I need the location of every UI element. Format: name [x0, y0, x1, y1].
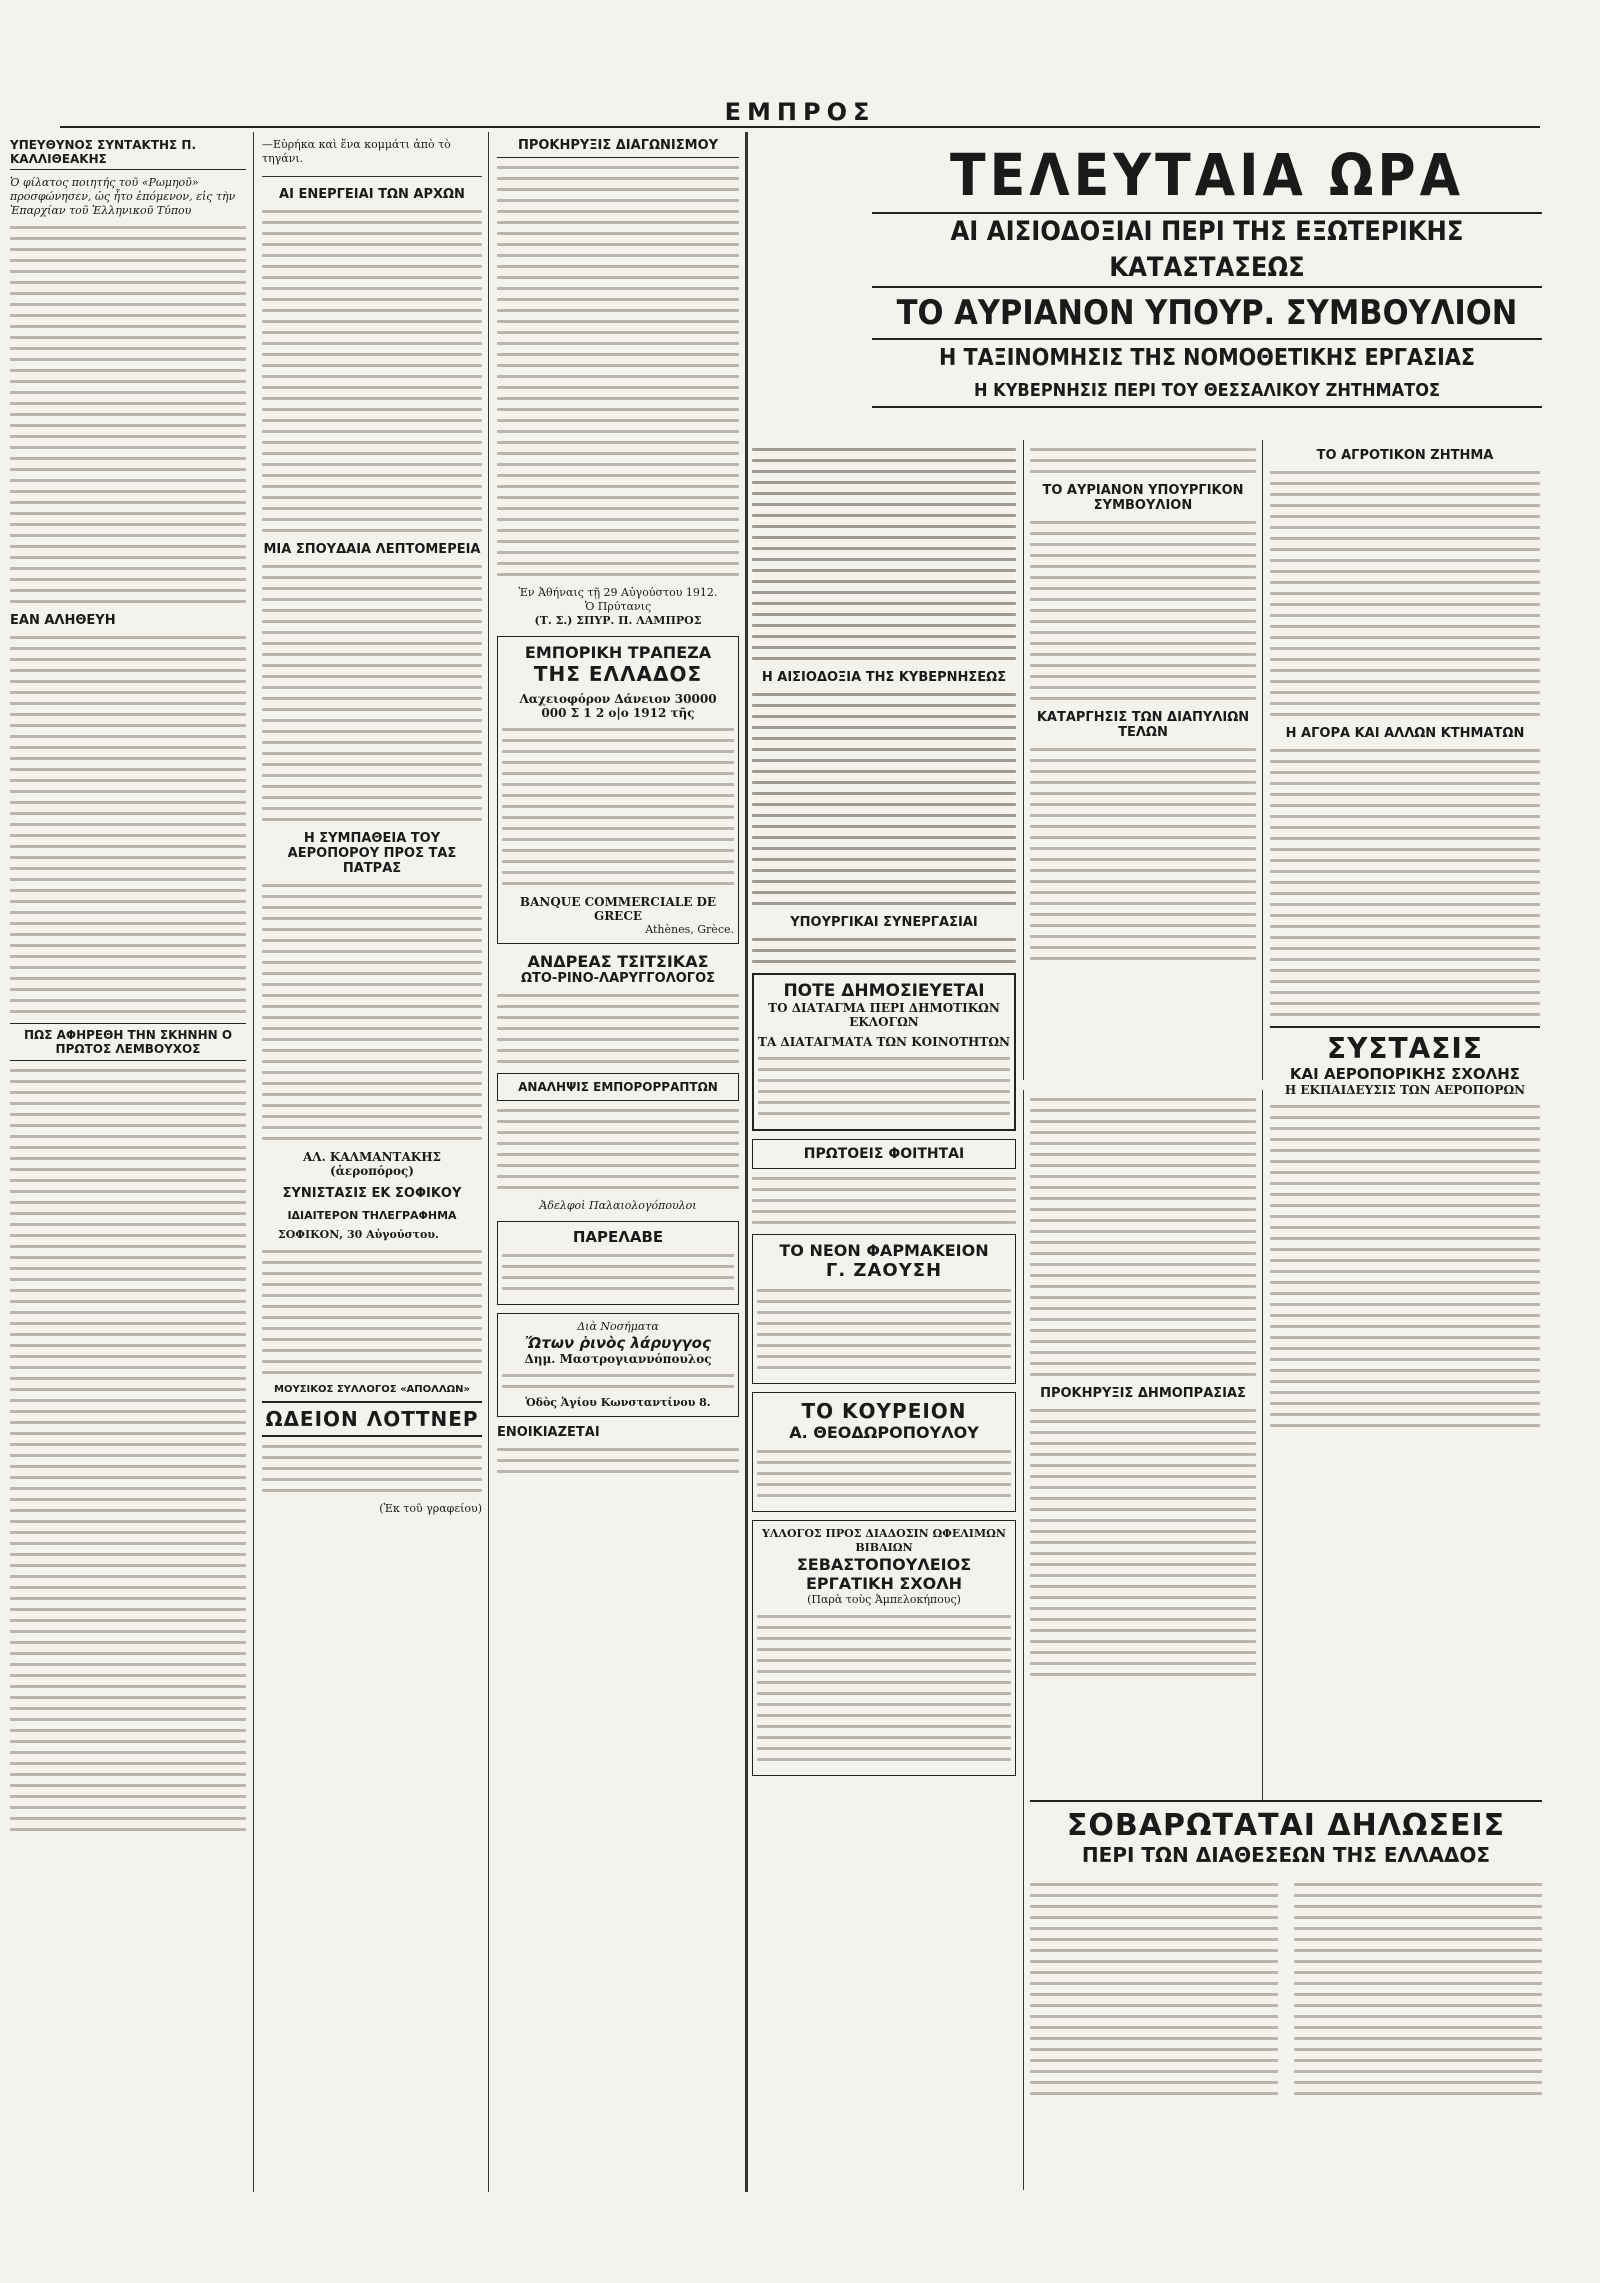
ad-line: Ὤτων ῥινὸς λάρυγγος: [525, 1334, 711, 1352]
box-title: ΠΟΤΕ ΔΗΜΟΣΙΕΥΕΤΑΙ: [783, 981, 985, 1001]
advertisement-title: ΠΡΩΤΟΕΙΣ ΦΟΙΤΗΤΑΙ: [752, 1139, 1016, 1169]
article-text: [497, 1448, 739, 1473]
column-3: [497, 138, 739, 2198]
article-heading: ΑΙ ΕΝΕΡΓΕΙΑΙ ΤΩΝ ΑΡΧΩΝ: [279, 187, 465, 202]
article-text: [10, 636, 246, 1013]
ad-line: Ὁδὸς Ἁγίου Κωνσταντίνου 8.: [525, 1396, 711, 1409]
bank-title-2: ΤΗΣ ΕΛΛΑΔΟΣ: [533, 662, 703, 686]
article-text: [1270, 471, 1540, 716]
ad-line: Διὰ Νοσήματα: [577, 1320, 659, 1333]
emphasis-heading: ΕΑΝ ΑΛΗΘΕΥΗ: [10, 613, 116, 628]
column-rule: [253, 132, 254, 2192]
article-heading: ΣΟΒΑΡΩΤΑΤΑΙ ΔΗΛΩΣΕΙΣ: [1030, 1800, 1542, 1843]
sign-place: Ἐν Ἀθήναις τῇ 29 Αὐγούστου 1912.: [518, 586, 718, 599]
article-subheading: ΙΔΙΑΙΤΕΡΟΝ ΤΗΛΕΓΡΑΦΗΜΑ: [287, 1209, 457, 1222]
article-text: [262, 565, 482, 821]
article-text: [262, 884, 482, 1140]
article-heading: ΥΠΟΥΡΓΙΚΑΙ ΣΥΝΕΡΓΑΣΙΑΙ: [790, 915, 978, 930]
article-heading: ΠΡΟΚΗΡΥΞΙΣ ΔΗΜΟΠΡΑΣΙΑΣ: [1040, 1386, 1246, 1401]
article-text: [752, 938, 1016, 963]
article-text: [502, 728, 734, 885]
article-text: [752, 693, 1016, 905]
article-text: [262, 1250, 482, 1374]
masthead: ΕΜΠΡΟΣ: [60, 98, 1540, 128]
column-rule: [1023, 1090, 1024, 2190]
sign-name: (Τ. Σ.) ΣΠΥΡ. Π. ΛΑΜΠΡΟΣ: [534, 614, 702, 627]
article-text: [1030, 1875, 1542, 2103]
column-rule: [1262, 440, 1263, 1080]
column-rule: [745, 132, 748, 2192]
bank-loan-2: 000 Σ 1 2 ο|ο 1912 τῆς: [541, 706, 695, 720]
bank-advertisement: [497, 636, 739, 944]
lead-headline: [872, 142, 1542, 408]
article-text: [1270, 749, 1540, 1016]
article-text: [10, 226, 246, 603]
advertisement-title: ΩΔΕΙΟΝ ΛΟΤΤΝΕΡ: [262, 1401, 482, 1437]
column-rule: [488, 132, 489, 2192]
doctor-name: ΑΝΔΡΕΑΣ ΤΣΙΤΣΙΚΑΣ: [527, 952, 709, 971]
signature: Ἀδελφοὶ Παλαιολογόπουλοι: [539, 1199, 697, 1212]
municipal-elections-box: [752, 973, 1016, 1131]
headline-sub-3: Η ΤΑΞΙΝΟΜΗΣΙΣ ΤΗΣ ΝΟΜΟΘΕΤΙΚΗΣ ΕΡΓΑΣΙΑΣ: [872, 338, 1542, 376]
ad-subtitle: Γ. ΖΑΟΥΣΗ: [825, 1260, 943, 1281]
article-text: [10, 1069, 246, 1831]
article-text: [1030, 448, 1256, 473]
advertisement-title: ΠΑΡΕΛΑΒΕ: [572, 1228, 664, 1246]
ad-line: ΥΛΛΟΓΟΣ ΠΡΟΣ ΔΙΑΔΟΣΙΝ ΩΦΕΛΙΜΩΝ ΒΙΒΛΙΩΝ: [762, 1527, 1006, 1554]
article-text: [497, 166, 739, 576]
article-text: [497, 1109, 739, 1189]
bottom-article: [1030, 1800, 1542, 2180]
ad-title: ΤΟ ΚΟΥΡΕΙΟΝ: [801, 1399, 967, 1423]
bank-title: ΕΜΠΟΡΙΚΗ ΤΡΑΠΕΖΑ: [524, 643, 712, 662]
snippet-text: —Εὐρήκα καὶ ἕνα κομμάτι ἀπὸ τὸ τηγάνι.: [262, 138, 451, 165]
source-note: (Ἐκ τοῦ γραφείου): [379, 1502, 482, 1515]
ad-line: (Παρὰ τοὺς Ἀμπελοκήπους): [807, 1593, 961, 1606]
advertisement: [497, 1221, 739, 1305]
ad-title: ΤΟ ΝΕΟΝ ΦΑΡΜΑΚΕΙΟΝ: [779, 1241, 989, 1260]
article-heading: ΤΟ ΑΓΡΟΤΙΚΟΝ ΖΗΤΗΜΑ: [1316, 448, 1494, 463]
divider: [262, 176, 482, 177]
box-subtitle-2: ΤΑ ΔΙΑΤΑΓΜΑΤΑ ΤΩΝ ΚΟΙΝΟΤΗΤΩΝ: [758, 1035, 1010, 1049]
article-text: [497, 994, 739, 1063]
ad-subtitle: Α. ΘΕΟΔΩΡΟΠΟΥΛΟΥ: [789, 1423, 979, 1442]
dateline: ΣΟΦΙΚΟΝ, 30 Αὐγούστου.: [278, 1228, 439, 1241]
article-text: [1030, 1098, 1256, 1376]
article-heading: ΜΙΑ ΣΠΟΥΔΑΙΑ ΛΕΠΤΟΜΕΡΕΙΑ: [263, 542, 481, 557]
article-heading: Η ΑΓΟΡΑ ΚΑΙ ΑΛΛΩΝ ΚΤΗΜΑΤΩΝ: [1285, 726, 1525, 741]
article-text: [262, 210, 482, 532]
article-text: [1270, 1105, 1540, 1427]
headline-main: ΤΕΛΕΥΤΑΙΑ ΩΡΑ: [950, 141, 1464, 209]
article-text: [1030, 1409, 1256, 1676]
lead-paragraph: Ὁ φίλατος ποιητής τοῦ «Ρωμηοῦ» προσφώνησεν, ὡς ἦτο ἐπόμενον, εἰς τὴν Ἐπαρχίαν τοῦ Ἑλληνικοῦ Τύπου: [10, 176, 236, 217]
signature: ΑΛ. ΚΑΛΜΑΝΤΑΚΗΣ (ἀεροπόρος): [302, 1150, 442, 1178]
barber-advertisement: [752, 1392, 1016, 1512]
article-subheading: ΠΕΡΙ ΤΩΝ ΔΙΑΘΕΣΕΩΝ ΤΗΣ ΕΛΛΑΔΟΣ: [1081, 1843, 1491, 1867]
school-advertisement: [752, 1520, 1016, 1776]
article-heading: ΠΡΟΚΗΡΥΞΙΣ ΔΙΑΓΩΝΙΣΜΟΥ: [497, 138, 739, 158]
column-5: [1030, 440, 1256, 1080]
ad-title: ΣΕΒΑΣΤΟΠΟΥΛΕΙΟΣ: [796, 1555, 972, 1574]
article-text: [752, 448, 1016, 660]
article-heading: ΤΟ ΑΥΡΙΑΝΟΝ ΥΠΟΥΡΓΙΚΟΝ ΣΥΜΒΟΥΛΙΟΝ: [1042, 483, 1244, 513]
headline-sub-4: Η ΚΥΒΕΡΝΗΣΙΣ ΠΕΡΙ ΤΟΥ ΘΕΣΣΑΛΙΚΟΥ ΖΗΤΗΜΑΤΟΣ: [872, 376, 1542, 408]
advertisement-title: ΑΝΑΛΗΨΙΣ ΕΜΠΟΡΟΡΡΑΠΤΩΝ: [497, 1073, 739, 1101]
headline-sub-1: ΑΙ ΑΙΣΙΟΔΟΞΙΑΙ ΠΕΡΙ ΤΗΣ ΕΞΩΤΕΡΙΚΗΣ ΚΑΤΑΣΤΑΣΕΩΣ: [872, 212, 1542, 288]
sign-role: Ὁ Πρύτανις: [584, 600, 652, 613]
box-subtitle: ΤΟ ΔΙΑΤΑΓΜΑ ΠΕΡΙ ΔΗΜΟΤΙΚΩΝ ΕΚΛΟΓΩΝ: [768, 1001, 1000, 1029]
column-2: [262, 138, 482, 2198]
ad-line: Δημ. Μαστρογιαννόπουλος: [524, 1352, 712, 1366]
article-heading: ΣΥΣΤΑΣΙΣ: [1270, 1026, 1540, 1065]
article-text: [1030, 748, 1256, 960]
article-subheading: ΚΑΙ ΑΕΡΟΠΟΡΙΚΗΣ ΣΧΟΛΗΣ: [1289, 1065, 1521, 1083]
doctor-advertisement: [497, 1313, 739, 1417]
column-6: [1270, 440, 1540, 1440]
advertisement-title: ΕΝΟΙΚΙΑΖΕΤΑΙ: [497, 1425, 600, 1440]
column-4: [752, 440, 1016, 2180]
headline-sub-2: ΤΟ ΑΥΡΙΑΝΟΝ ΥΠΟΥΡ. ΣΥΜΒΟΥΛΙΟΝ: [896, 293, 1518, 333]
article-text: [1030, 521, 1256, 700]
bank-loan: Λαχειοφόρον Δάνειον 30000: [519, 692, 717, 706]
section-heading: ΠΩΣ ΑΦΗΡΕΘΗ ΤΗΝ ΣΚΗΝΗΝ Ο ΠΡΩΤΟΣ ΛΕΜΒΟΥΧΟΣ: [10, 1023, 246, 1061]
byline: ΥΠΕΥΘΥΝΟΣ ΣΥΝΤΑΚΤΗΣ Π. ΚΑΛΛΙΘΕΑΚΗΣ: [10, 138, 246, 170]
column-1: [10, 138, 246, 2198]
bank-name-fr: BANQUE COMMERCIALE DE GRECE: [519, 895, 717, 923]
doctor-specialty: ΩΤΟ-ΡΙΝΟ-ΛΑΡΥΓΓΟΛΟΓΟΣ: [520, 971, 716, 986]
article-heading: Η ΑΙΣΙΟΔΟΞΙΑ ΤΗΣ ΚΥΒΕΡΝΗΣΕΩΣ: [761, 670, 1007, 685]
article-heading: Η ΣΥΜΠΑΘΕΙΑ ΤΟΥ ΑΕΡΟΠΟΡΟΥ ΠΡΟΣ ΤΑΣ ΠΑΤΡΑΣ: [287, 831, 457, 876]
column-rule: [1023, 440, 1024, 1080]
article-heading: ΜΟΥΣΙΚΟΣ ΣΥΛΛΟΓΟΣ «ΑΠΟΛΛΩΝ»: [274, 1384, 470, 1395]
article-heading: ΚΑΤΑΡΓΗΣΙΣ ΤΩΝ ΔΙΑΠΥΛΙΩΝ ΤΕΛΩΝ: [1036, 710, 1250, 740]
article-subheading: Η ΕΚΠΑΙΔΕΥΣΙΣ ΤΩΝ ΑΕΡΟΠΟΡΩΝ: [1284, 1083, 1526, 1097]
article-text: [262, 1445, 482, 1492]
pharmacy-advertisement: [752, 1234, 1016, 1384]
article-text: [752, 1177, 1016, 1224]
ad-subtitle: ΕΡΓΑΤΙΚΗ ΣΧΟΛΗ: [805, 1574, 963, 1593]
bank-city: Athènes, Grèce.: [645, 923, 734, 936]
article-heading: ΣΥΝΙΣΤΑΣΙΣ ΕΚ ΣΟΦΙΚΟΥ: [282, 1186, 462, 1201]
